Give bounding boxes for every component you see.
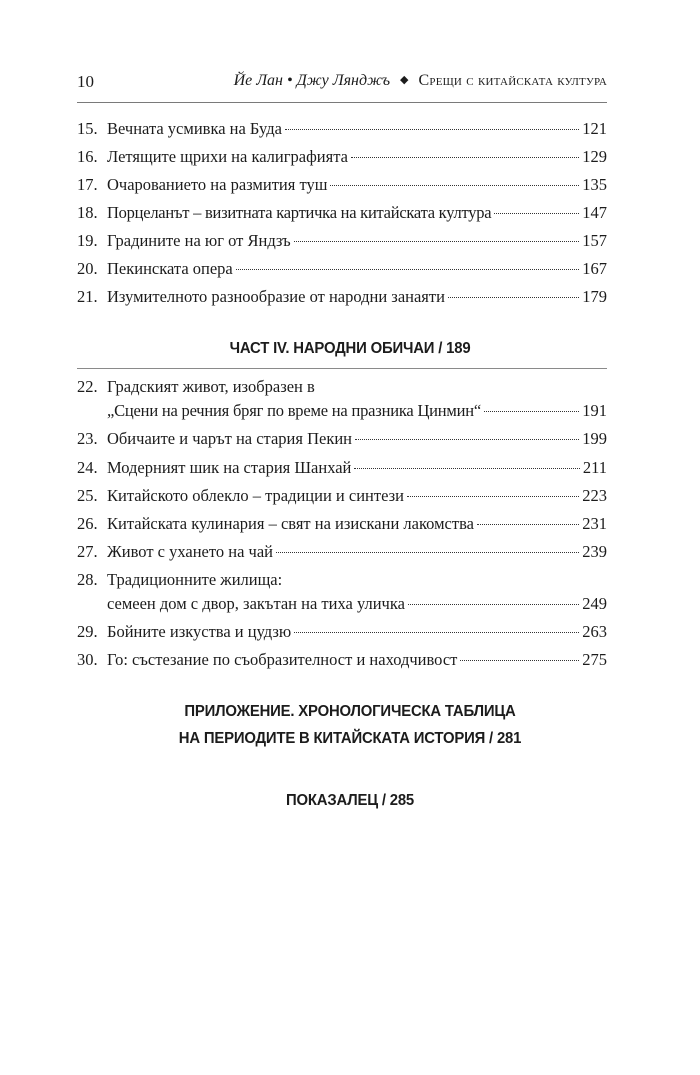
entry-number: 21. [77, 287, 98, 306]
toc-entry [77, 514, 607, 538]
entry-title: „Сцени на речния бряг по време на празника Цинмин“ [107, 401, 482, 420]
entry-title: Модерният шик на стария Шанхай [107, 458, 352, 477]
toc-entry [77, 203, 607, 227]
dot-leader [460, 659, 579, 661]
toc-entry [77, 458, 607, 482]
part4-heading: ЧАСТ IV. НАРОДНИ ОБИЧАИ / 189 [229, 340, 471, 357]
entry-page: 275 [582, 650, 607, 669]
dot-leader [330, 184, 579, 186]
entry-title-line1: Традиционните жилища: [107, 570, 283, 589]
dot-leader [276, 551, 579, 553]
entry-page: 199 [582, 429, 607, 448]
toc-entry [77, 147, 607, 171]
dot-leader [351, 156, 579, 158]
toc-entry [77, 231, 607, 255]
entry-title: Китайската кулинария – свят на изискани лакомства [107, 514, 474, 533]
entry-title: Летящите щрихи на калиграфията [107, 147, 348, 166]
dot-leader [236, 268, 580, 270]
toc-entry [77, 542, 607, 566]
authors: Йе Лан • Джу Лянджъ [233, 72, 391, 89]
dot-leader [285, 128, 579, 130]
entry-page: 147 [582, 203, 607, 222]
dot-leader [354, 467, 579, 469]
entry-number: 25. [77, 486, 98, 505]
entry-number: 30. [77, 650, 98, 669]
entry-number: 22. [77, 377, 98, 396]
entry-number: 23. [77, 429, 98, 448]
toc-entry [77, 429, 607, 453]
entry-number: 18. [77, 203, 98, 222]
running-header [77, 62, 607, 103]
entry-number: 17. [77, 175, 98, 194]
toc-entry [77, 259, 607, 283]
entry-title: Порцеланът – визитната картичка на китайската култура [107, 203, 492, 222]
entry-number: 15. [77, 119, 98, 138]
entry-title: Обичаите и чарът на стария Пекин [107, 429, 352, 448]
entry-number: 29. [77, 622, 98, 641]
entry-number: 26. [77, 514, 98, 533]
entry-page: 249 [582, 594, 607, 613]
entry-page: 157 [582, 231, 607, 250]
entry-number: 20. [77, 259, 98, 278]
entry-number: 28. [77, 570, 98, 589]
entry-number: 19. [77, 231, 98, 250]
toc-entry [77, 287, 607, 311]
toc-entry [77, 119, 607, 143]
index-heading: ПОКАЗАЛЕЦ / 285 [285, 792, 415, 809]
entry-title: Очарованието на размития туш [107, 175, 328, 194]
entry-title-line1: Градският живот, изобразен в [107, 377, 315, 396]
running-head [234, 72, 607, 90]
appendix-heading-line2: НА ПЕРИОДИТЕ В КИТАЙСКАТА ИСТОРИЯ / 281 [178, 730, 522, 747]
entry-number: 24. [77, 458, 98, 477]
book-title: Срещи с китайската култура [418, 72, 607, 89]
entry-title: Градините на юг от Яндзъ [107, 231, 291, 250]
entry-page: 167 [582, 259, 607, 278]
entry-page: 129 [582, 147, 607, 166]
dot-leader [294, 240, 580, 242]
dot-leader [355, 438, 579, 440]
entry-title: Китайското облекло – традиции и синтези [107, 486, 404, 505]
entry-title: Бойните изкуства и цудзю [107, 622, 292, 641]
entry-page: 211 [582, 458, 607, 477]
diamond-separator-icon: ◆ [400, 74, 409, 86]
dot-leader [494, 212, 579, 214]
entry-page: 135 [582, 175, 607, 194]
heading-rule [77, 368, 607, 369]
entry-page: 239 [582, 542, 607, 561]
entry-page: 223 [582, 486, 607, 505]
entry-title: Вечната усмивка на Буда [107, 119, 282, 138]
dot-leader [294, 631, 579, 633]
appendix-heading-line1: ПРИЛОЖЕНИЕ. ХРОНОЛОГИЧЕСКА ТАБЛИЦА [184, 703, 516, 720]
entry-page: 121 [582, 119, 607, 138]
dot-leader [407, 495, 579, 497]
toc-entry [77, 570, 607, 622]
toc-entry [77, 650, 607, 674]
page-number: 10 [77, 72, 94, 91]
toc-entry [77, 377, 607, 429]
entry-title: семеен дом с двор, закътан на тиха уличка [107, 594, 405, 613]
entry-title: Живот с ухането на чай [107, 542, 273, 561]
dot-leader [484, 410, 579, 412]
dot-leader [448, 296, 579, 298]
entry-title: Изумителното разнообразие от народни занаяти [107, 287, 445, 306]
dot-leader [408, 603, 579, 605]
entry-number: 16. [77, 147, 98, 166]
entry-title: Пекинската опера [107, 259, 233, 278]
entry-page: 231 [582, 514, 607, 533]
entry-page: 179 [582, 287, 607, 306]
dot-leader [477, 523, 579, 525]
toc-entry [77, 175, 607, 199]
entry-title: Го: състезание по съобразителност и находчивост [107, 650, 458, 669]
toc-entry [77, 622, 607, 646]
entry-page: 263 [582, 622, 607, 641]
toc-entry [77, 486, 607, 510]
entry-number: 27. [77, 542, 98, 561]
entry-page: 191 [582, 401, 607, 420]
